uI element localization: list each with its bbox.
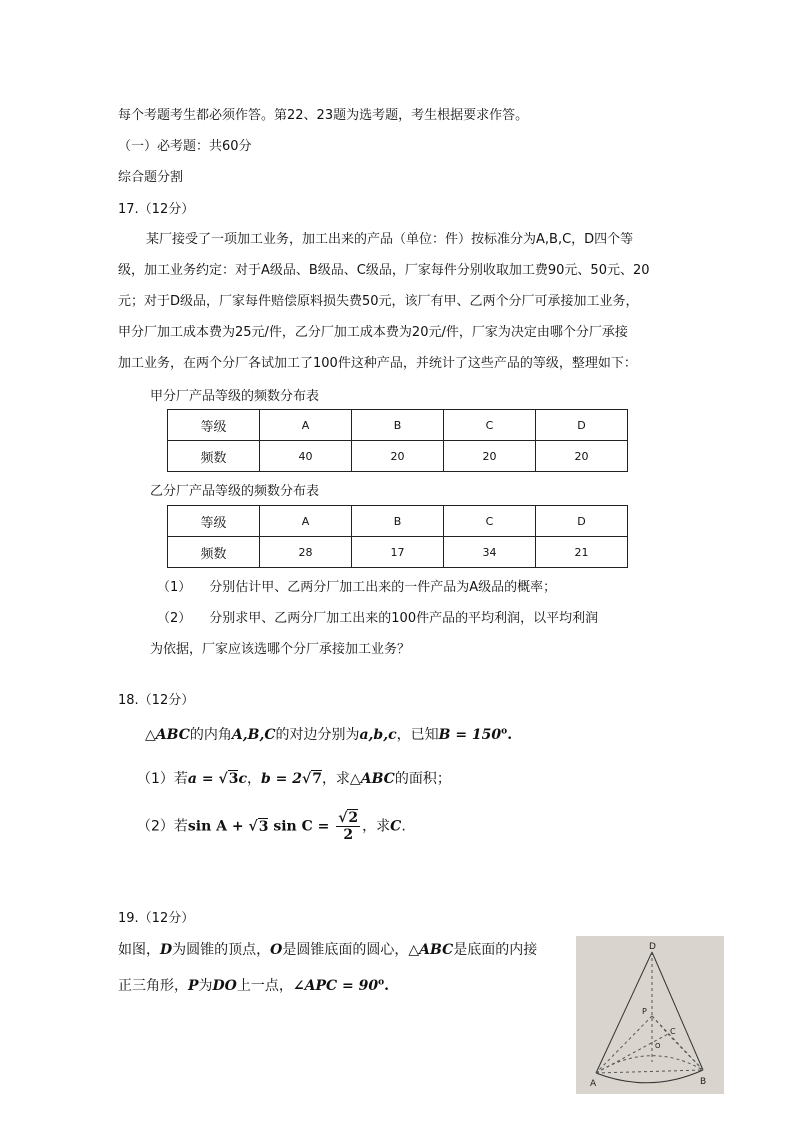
table-cell: 40 [260,441,352,472]
segment-pc [652,1016,668,1034]
fraction: $\frac{√2}{2}$ [338,810,359,843]
q18-stem: △ABC的内角A,B,C的对边分别为a,b,c，已知$B = 150^o$. [145,726,513,743]
q17-body-line: 加工业务，在两个分厂各试加工了100件这种产品，并统计了这些产品的等级，整理如下： [118,356,637,371]
segment-pa [596,1016,652,1073]
table-cell: D [536,506,628,537]
divider-label: 综合题分割 [118,170,184,185]
table-b-caption: 乙分厂产品等级的频数分布表 [150,484,320,499]
table-cell: C [444,506,536,537]
table-cell: 频数 [168,441,260,472]
table-cell: 17 [352,537,444,568]
table-cell: 20 [536,441,628,472]
table-b [167,505,628,568]
table-cell: B [352,506,444,537]
segment-ab [596,1070,703,1073]
q18-heading: 18.（12分） [118,693,195,708]
sub-number: （2） [157,611,192,626]
segment-ac [596,1034,668,1073]
table-a [167,409,628,472]
base-front-arc [596,1070,703,1083]
q17-body-line: 某厂接受了一项加工业务，加工出来的产品（单位：件）按标准分为A,B,C，D四个等 [146,232,634,247]
label-o: O [655,1042,661,1050]
sub-text: 分别求甲、乙两分厂加工出来的100件产品的平均利润，以平均利润 [209,611,599,626]
q17-body-line: 级，加工业务约定：对于A级品、B级品、C级品，厂家每件分别收取加工费90元、50元、20 [118,263,650,278]
table-cell: 28 [260,537,352,568]
q18-part2: （2）若sin A + √3 sin C = $\frac{√2}{2}$ ，求C. [137,810,406,843]
table-cell: A [260,410,352,441]
q17-body-line: 元；对于D级品，厂家每件赔偿原料损失费50元，该厂有甲、乙两个分厂可承接加工业务， [118,294,639,309]
table-cell: 频数 [168,537,260,568]
q17-sub1 [157,576,556,595]
table-a-caption: 甲分厂产品等级的频数分布表 [150,389,320,404]
sub-number: （1） [157,580,192,595]
table-row [168,537,628,568]
cone-figure [576,936,724,1094]
sub-text: 分别估计甲、乙两分厂加工出来的一件产品为A级品的概率； [209,580,557,595]
table-cell: 21 [536,537,628,568]
table-cell: D [536,410,628,441]
q19-heading: 19.（12分） [118,911,195,926]
label-a: A [590,1079,597,1089]
table-cell: 20 [352,441,444,472]
q19-line2: 正三角形，P为DO上一点，∠APC = $90^o$. [118,977,389,994]
section-heading: （一）必考题：共60分 [118,139,252,154]
q17-sub2-continued: 为依据，厂家应该选哪个分厂承接加工业务？ [150,642,411,657]
label-d: D [649,942,656,952]
table-cell: 等级 [168,506,260,537]
table-cell: C [444,410,536,441]
table-row [168,410,628,441]
q19-line1: 如图，D为圆锥的顶点，O是圆锥底面的圆心，△ABC是底面的内接 [118,942,538,958]
cone-diagram [576,936,724,1094]
table-cell: A [260,506,352,537]
cone-edge [652,952,703,1070]
q17-sub2 [157,607,598,626]
label-b: B [700,1077,707,1087]
table-cell: 20 [444,441,536,472]
q17-body-line: 甲分厂加工成本费为25元/件，乙分厂加工成本费为20元/件，厂家为决定由哪个分厂承接 [118,325,628,340]
table-row [168,506,628,537]
q18-part1: （1）若a = √3c，b = 2√7，求△ABC的面积； [137,771,451,787]
table-cell: B [352,410,444,441]
table-cell: 等级 [168,410,260,441]
label-p: P [642,1007,647,1016]
q17-heading: 17.（12分） [118,202,195,217]
intro-line: 每个考题考生都必须作答。第22、23题为选考题，考生根据要求作答。 [118,108,529,123]
label-c: C [670,1027,676,1036]
table-cell: 34 [444,537,536,568]
table-row [168,441,628,472]
q17-body [118,224,678,379]
